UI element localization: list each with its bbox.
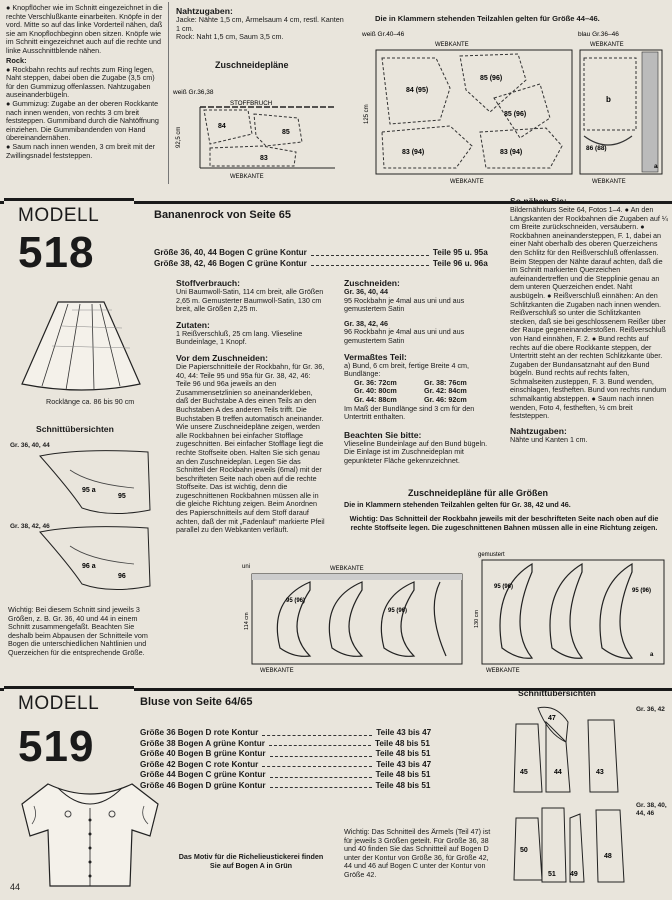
zuschneiden-gr2: Gr. 38, 42, 46: [344, 318, 388, 328]
plan1-piece-84: 84: [218, 123, 226, 130]
nahtzugaben-518-heading: Nahtzugaben:: [510, 425, 567, 436]
size-lines-518: [154, 248, 504, 268]
plan518-gem-webkante: WEBKANTE: [486, 668, 520, 674]
saum-text: ● Saum nach innen wenden, 3 cm breit mit der Zwillingsnadel feststeppen.: [6, 141, 155, 160]
schnittuebersicht-518-gr1: [30, 446, 155, 524]
nahtzugaben-heading: Nahtzugaben:: [176, 6, 233, 16]
column-divider: [168, 2, 169, 184]
zutaten-heading: Zutaten:: [176, 319, 210, 330]
zuschneiden-text1: 95 Rockbahn je 4mal aus uni und aus gemustertem Satin: [344, 295, 465, 314]
size-519-5-label: Größe 44 Bogen C grüne Kontur: [140, 770, 266, 779]
zuschneideplaene-heading: Zuschneidepläne: [215, 60, 289, 70]
piece-50: 50: [520, 847, 528, 854]
size-519-1-label: Größe 36 Bogen D rote Kontur: [140, 728, 259, 737]
schnitt-518-gr2: Gr. 38, 42, 46: [10, 523, 50, 530]
schnittuebersichten-518-heading: Schnittübersichten: [36, 424, 114, 434]
rock-text: ● Rockbahn rechts auf rechts zum Ring legen, Naht steppen, dabei oben die Zugabe (3,5 cm) für den Gummizug offenlassen. Nahtzugaben auseinanderbügeln.: [6, 64, 155, 100]
piece-95: 95: [118, 493, 126, 500]
zuschneiden-gr1: Gr. 36, 40, 44: [344, 287, 388, 296]
plan3-label: blau Gr.36–46: [578, 31, 619, 38]
size-line-519-1: [140, 728, 500, 739]
bund-gr36: Gr. 36: 72cm: [354, 377, 397, 387]
zuschneideplan-518-uni: [240, 560, 466, 674]
size-line-519-3: [140, 749, 500, 760]
schnittuebersicht-519-gr2: [508, 800, 636, 890]
vermasstes-teil-note: Im Maß der Bundlänge sind 3 cm für den Untertritt enthalten.: [344, 403, 475, 422]
size-518-2-parts: Teile 96 u. 96a: [432, 258, 488, 268]
vor-dem-zuschneiden-text: Die Papierschnitteile der Rockbahn, für Gr. 36, 40, 44: Teile 95 und 95a für Gr. 38, 42, 46: Teile 96 und 96a jeweils an den Zusammensetzlinien so aneinanderkleben, daß der Buchstabe A des einen Teils an den Buchstaben A des anderen Teils trifft. Die Buchstaben B treffen automatisch aneinander. Wie unsere Zuschneidepläne zeigen, werden alle Rockbahnen bei einfacher Stofflage zugeschnitten. Bei einfacher Stofflage liegt die rechte Stoffseite oben. Halten Sie sich genau an den Zuschneideplan. Legen Sie das Schnitteil der Rockbahn jeweils (6mal) mit der beschrifteten Seite nach oben auf die rechte Stoffseite. Das ist wichtig, denn die zugeschnittenen Rockbahnen müssen alle in die gleiche Richtung zeigen. Beim Anordnen des Papierschnitteils auf dem Stoff darauf achten, daß der mit „Fadenlauf“ markierte Pfeil parallel zu den Webkanten verläuft.: [176, 361, 325, 535]
plan518-uni-piece-1: 95 (96): [286, 598, 306, 604]
size-518-2-label: Größe 38, 42, 46 Bogen C grüne Kontur: [154, 258, 307, 268]
modell-519-number: 519: [18, 722, 95, 771]
piece-48: 48: [604, 853, 612, 860]
plan518-gem-piece-2: 95 (96): [632, 588, 652, 594]
klammer-note: Die in Klammern stehenden Teilzahlen gelten für Größe 44–46.: [375, 14, 600, 23]
size-lines-519: [140, 728, 500, 791]
size-519-2-parts: Teile 48 bis 51: [374, 738, 430, 748]
size-519-6-label: Größe 46 Bogen D grüne Kontur: [140, 780, 266, 790]
bundlaengen-grid: [344, 379, 494, 405]
plan518-uni-webkante-top: WEBKANTE: [330, 566, 364, 572]
size-518-1-parts: Teile 95 u. 95a: [432, 248, 488, 257]
nahtzugaben-518-text: Nähte und Kanten 1 cm.: [510, 434, 588, 444]
top-left-column: [6, 4, 164, 160]
wichtig2-518: Wichtig: Das Schnitteil der Rockbahn jeweils mit der beschrifteten Seite nach oben auf die rechte Stoffseite legen. Die zugeschnittenen Bahnen müssen alle in eine Richtung zeigen.: [349, 514, 659, 532]
plan2-width: 125 cm: [364, 104, 370, 124]
plan3-piece-b: b: [606, 95, 611, 104]
top-nahtzugaben: [176, 6, 346, 42]
plaene-518-heading: Zuschneidepläne für alle Größen: [408, 488, 549, 498]
col4-518: [510, 196, 668, 444]
size-line-518-1: [154, 248, 504, 259]
rock-heading: Rock:: [6, 55, 27, 65]
size-line-519-6: [140, 781, 500, 792]
size-line-518-2: [154, 259, 504, 270]
size-line-519-2: [140, 739, 500, 750]
size-line-519-4: [140, 760, 500, 771]
knopfloecher-text: ● Knopflöcher wie im Schnitt eingezeichnet in die rechte Verschlußkante einarbeiten. Knöpfe in der vord. Mitte so auf das linke Vorderteil nähen, daß sie am Knopflochbeginn oben sitzen. Knöpfe wie im Schnitt eingezeichnet auch auf die rechte und linke Ausschnittblende nähen.: [6, 3, 163, 55]
page-number: 44: [10, 882, 21, 892]
skirt-illustration: [12, 296, 152, 396]
nahtzugaben-jacke: Jacke: Nähte 1,5 cm, Ärmelsaum 4 cm, restl. Kanten 1 cm.: [176, 15, 344, 33]
plan3-bottom: WEBKANTE: [592, 179, 626, 185]
beachten-text: Vlieseline Bundeinlage auf den Bund bügeln. Die Einlage ist im Zuschneideplan mit gepunkteter Fläche gekennzeichnet.: [344, 438, 488, 465]
plan518-uni-width: 114 cm: [244, 612, 250, 630]
vermasstes-teil-heading: Vermaßtes Teil:: [344, 351, 407, 362]
schnitt-519-gr1: Gr. 36, 42: [636, 706, 665, 713]
piece-43: 43: [596, 769, 604, 776]
piece-44: 44: [554, 769, 562, 776]
plaene-518-sub: Die in Klammern stehenden Teilzahlen gelten für Gr. 38, 42 und 46.: [344, 500, 571, 509]
bund-gr40: Gr. 40: 80cm: [354, 386, 397, 396]
so-naehen-text: Bildernährkurs Seite 64, Fotos 1–4. ● An den Längskanten der Rockbahnen die Zugaben auf ¼ cm Breite zurückschneiden, versäubern. ● Rockbahnen aneinandersteppen, F. 1, dabei an einer Naht oberhalb des oberen Querzeichens den Schlitz für den Reißverschluß offenlassen. Beim Steppen der Nähte darauf achten, daß die im Schnitt markierten Querzeichen aufeinandertreffen und die Stepplinie genau an dem unteren Querzeichen endet. Naht ausbügeln. ● Reißverschluß einnähen: An den Schlitzkanten die Zugaben nach innen wenden. Reißverschluß so unter die Schlitzkanten stecken, daß sie bei geschlossenem Reißer über der Raupe gegeneinanderstoßen. Reißverschluß von Hand einnähen, F. 2. ● Bund rechts auf rechts auf die obere Rockkante steppen, der Untertritt steht an der rechten Schlitzkante über. Zugaben der Bundansatznaht auf den Bund bügeln. Bund rechts auf rechts falten, Schmalseiten zusteppen, F. 3. Bund wenden, einschlagen, festheften. Bund von rechts rundum schmalkantig absteppen. ● Saum nach innen wenden, Foto 4, festheften, ½ cm breit feststeppen.: [510, 205, 668, 421]
blouse-illustration: [8, 774, 173, 894]
stoffverbrauch-heading: Stoffverbrauch:: [176, 278, 240, 288]
plan3-top: WEBKANTE: [590, 42, 624, 48]
size-519-5-parts: Teile 48 bis 51: [375, 770, 431, 779]
plan518-uni-piece-2: 95 (96): [388, 608, 408, 614]
plan518-uni-webkante-bottom: WEBKANTE: [260, 668, 294, 674]
wichtig-519: Wichtig: Das Schnitteil des Ärmels (Teil 47) ist für jeweils 3 Größen geteilt. Für Größe 36, 38 und 40 finden Sie das Schnittteil auf Bogen D unter der Kontur von Größe 36, für Größe 42, 44 und 46 auf Bogen C unter der Kontur von Größe 42.: [344, 827, 491, 879]
plan3-piece-a: a: [654, 163, 658, 170]
bund-gr44: Gr. 44: 88cm: [354, 394, 397, 404]
so-naehen-heading: So nähen Sie:: [510, 196, 567, 206]
piece-96: 96: [118, 573, 126, 580]
zuschneiden-text2: 96 Rockbahn je 4mal aus uni und aus gemustertem Satin: [344, 327, 465, 345]
size-519-4-parts: Teile 43 bis 47: [376, 759, 432, 769]
size-518-1-label: Größe 36, 40, 44 Bogen C grüne Kontur: [154, 248, 307, 257]
plan2-piece-83-94-b: 83 (94): [500, 149, 523, 156]
plan2-top: WEBKANTE: [435, 42, 469, 48]
col2-518: [176, 278, 336, 535]
size-line-519-5: [140, 770, 500, 781]
gummizug-text: ● Gummizug: Zugabe an der oberen Rockkante nach innen wenden, von rechts 3 cm breit feststeppen. Gummiband durch die Nahtöffnung einziehen. Die Gummibandenden von Hand übereinandernähen.: [6, 98, 159, 143]
schnittuebersicht-519-gr1: [508, 702, 636, 800]
schnittuebersicht-518-gr2: [30, 522, 155, 600]
plan1-width: 92,5 cm: [176, 126, 182, 148]
piece-95a: 95 a: [82, 487, 96, 494]
plan518-gem-piece-1: 95 (96): [494, 584, 514, 590]
plan3-piece-86-88: 86 (88): [586, 145, 607, 152]
plan2-label: weiß Gr.40–46: [362, 31, 405, 38]
size-519-2-label: Größe 38 Bogen A grüne Kontur: [140, 738, 265, 748]
plan1-piece-83: 83: [260, 155, 268, 162]
plan2-piece-85-96-b: 85 (96): [504, 111, 527, 118]
zutaten-text: 1 Reißverschluß, 25 cm lang. Vlieseline Bundeinlage, 1 Knopf.: [176, 328, 303, 347]
vermasstes-teil-a: a) Bund, 6 cm breit, fertige Breite 4 cm, Bundlänge:: [344, 360, 470, 379]
plan1-bottom: WEBKANTE: [230, 174, 264, 180]
plan2-piece-83-94-a: 83 (94): [402, 149, 425, 156]
piece-47: 47: [548, 715, 556, 722]
piece-96a: 96 a: [82, 563, 96, 570]
plan518-gem-label: gemustert: [478, 552, 505, 558]
size-519-6-parts: Teile 48 bis 51: [375, 780, 431, 790]
plan1-label: weiß Gr.36,38: [173, 89, 214, 96]
plan2-piece-84-95: 84 (95): [406, 87, 429, 94]
plan518-uni-label: uni: [242, 564, 251, 570]
size-519-1-parts: Teile 43 bis 47: [376, 728, 432, 737]
plan518-gem-width: 130 cm: [474, 609, 480, 628]
stoffverbrauch-text: Uni Baumwoll-Satin, 114 cm breit, alle Größen 2,65 m. Gemusterter Baumwoll-Satin, 130 cm breit, alle Größen 2,25 m.: [176, 287, 324, 314]
zuschneideplan-gr36-38: [170, 86, 340, 182]
zuschneideplan-518-gemustert: [472, 548, 668, 674]
modell-519-box: [4, 686, 134, 727]
piece-49: 49: [570, 871, 578, 878]
zuschneideplan-blau: [574, 28, 670, 186]
size-519-3-parts: Teile 48 bis 51: [375, 749, 431, 758]
vor-dem-zuschneiden-heading: Vor dem Zuschneiden:: [176, 352, 268, 363]
col3-518: [344, 278, 494, 466]
piece-51: 51: [548, 871, 556, 878]
zuschneiden-heading: Zuschneiden:: [344, 278, 400, 288]
bund-gr46: Gr. 46: 92cm: [424, 394, 467, 404]
zuschneideplan-gr40-46: [340, 28, 576, 186]
nahtzugaben-rock: Rock: Naht 1,5 cm, Saum 3,5 cm.: [176, 32, 284, 42]
size-519-4-label: Größe 42 Bogen C rote Kontur: [140, 759, 259, 769]
motiv-519: Das Motiv für die Richelieustickerei finden Sie auf Bogen A in Grün: [178, 852, 324, 870]
modell-519-label: MODELL: [18, 693, 100, 714]
modell-518-number: 518: [18, 228, 95, 277]
piece-45: 45: [520, 769, 528, 776]
plan1-fold: STOFFBRUCH: [230, 100, 273, 107]
bund-gr42: Gr. 42: 84cm: [424, 386, 467, 396]
plan518-gem-piece-a: a: [650, 652, 654, 658]
plan1-piece-85: 85: [282, 129, 290, 136]
plan2-piece-85-96-a: 85 (96): [480, 75, 503, 82]
wichtig-518: Wichtig: Bei diesem Schnitt sind jeweils 3 Größen, z. B. Gr. 36, 40 und 44 in einem Schnitt zusammengefaßt. Beachten Sie deshalb beim Abpausen der Schnitteile vom Bogen die unterschiedlichen Nahtlinien und Querzeichen für die entsprechende Größe.: [8, 605, 148, 657]
modell-518-title: Bananenrock von Seite 65: [154, 209, 291, 221]
modell-519-title: Bluse von Seite 64/65: [140, 696, 253, 708]
size-519-3-label: Größe 40 Bogen B grüne Kontur: [140, 749, 266, 758]
schnitt-518-gr1: Gr. 36, 40, 44: [10, 442, 50, 449]
plan2-bottom: WEBKANTE: [450, 179, 484, 185]
schnitt-519-gr2: Gr. 38, 40, 44, 46: [636, 802, 667, 817]
bund-gr38: Gr. 38: 76cm: [424, 377, 467, 387]
rocklaenge-caption: Rocklänge ca. 86 bis 90 cm: [46, 397, 135, 406]
modell-518-label: MODELL: [18, 205, 100, 226]
schnittuebersichten-519-heading: Schnittübersichten: [518, 688, 596, 698]
beachten-heading: Beachten Sie bitte:: [344, 429, 422, 440]
